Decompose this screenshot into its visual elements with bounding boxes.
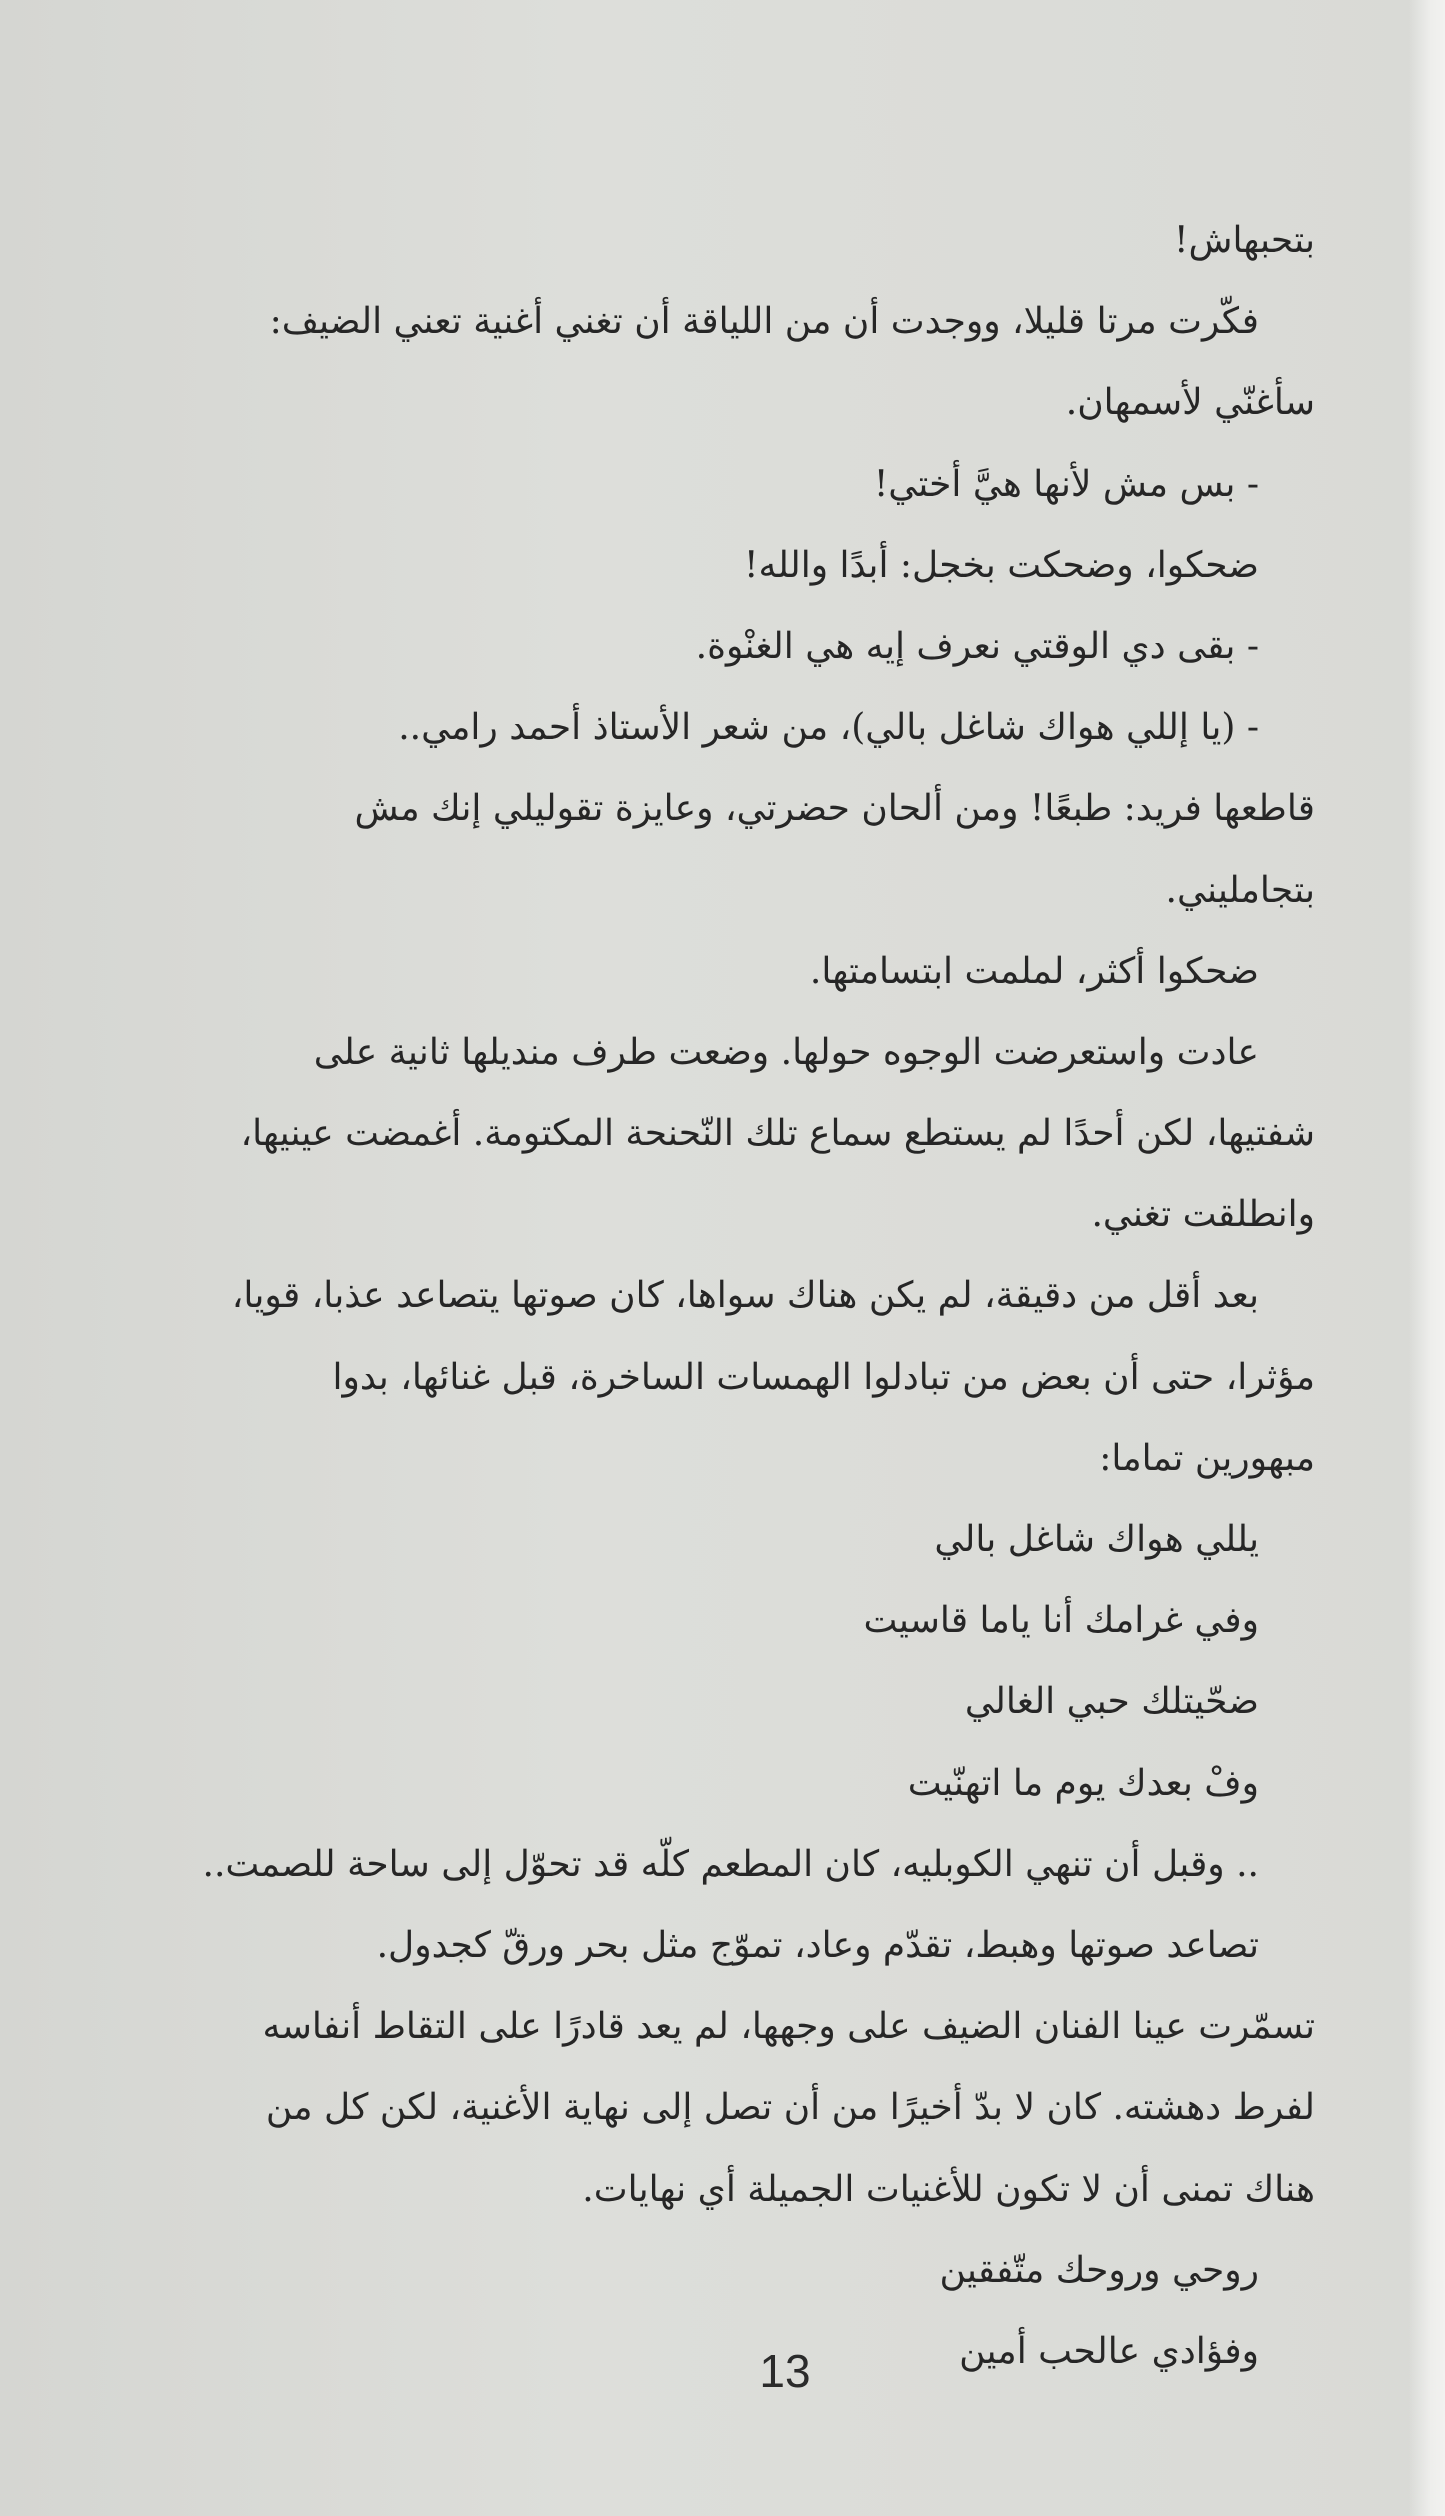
text-line: فكّرت مرتا قليلا، ووجدت أن من اللياقة أن تغني أغنية تعني الضيف: — [269, 301, 1259, 343]
verse-line: ضحّيتلك حبي الغالي — [964, 1681, 1259, 1723]
text-line: سأغنّي لأسمهان. — [1065, 382, 1315, 424]
page-number: 13 — [759, 2345, 811, 2397]
verse-line: وفْ بعدك يوم ما اتهنّيت — [907, 1762, 1259, 1804]
text-line: تسمّرت عينا الفنان الضيف على وجهها، لم يعد قادرًا على التقاط أنفاسه — [262, 2006, 1315, 2048]
text-line: تصاعد صوتها وهبط، تقدّم وعاد، تموّج مثل بحر ورقّ كجدول. — [376, 1924, 1259, 1966]
verse-line: وفؤادي عالحب أمين — [959, 2330, 1259, 2372]
text-line: شفتيها، لكن أحدًا لم يستطع سماع تلك النّحنحة المكتومة. أغمضت عينيها، — [240, 1113, 1315, 1155]
text-line: .. وقبل أن تنهي الكوبليه، كان المطعم كلّه قد تحوّل إلى ساحة للصمت.. — [202, 1843, 1259, 1885]
text-line: لفرط دهشته. كان لا بدّ أخيرًا من أن تصل إلى نهاية الأغنية، لكن كل من — [265, 2087, 1315, 2129]
text-line: عادت واستعرضت الوجوه حولها. وضعت طرف منديلها ثانية على — [313, 1031, 1259, 1073]
dialogue-line: - (يا إللي هواك شاغل بالي)، من شعر الأستاذ أحمد رامي.. — [398, 707, 1259, 749]
text-line: بتجامليني. — [1165, 869, 1315, 911]
text-line: مؤثرا، حتى أن بعض من تبادلوا الهمسات الساخرة، قبل غنائها، بدوا — [332, 1356, 1315, 1398]
text-line: ضحكوا أكثر، لملمت ابتسامتها. — [809, 950, 1259, 992]
dialogue-line: - بس مش لأنها هيَّ أختي! — [873, 463, 1259, 505]
text-line: وانطلقت تغني. — [1091, 1194, 1315, 1236]
text-line: هناك تمنى أن لا تكون للأغنيات الجميلة أي نهايات. — [582, 2168, 1315, 2210]
page-edge — [1409, 0, 1445, 2516]
verse-line: يللي هواك شاغل بالي — [934, 1519, 1259, 1560]
text-line: بتحبهاش! — [1174, 220, 1315, 261]
dialogue-line: - بقى دي الوقتي نعرف إيه هي الغنْوة. — [695, 625, 1259, 667]
text-line: ضحكوا، وضحكت بخجل: أبدًا والله! — [744, 544, 1259, 586]
text-line: مبهورين تماما: — [1099, 1437, 1315, 1479]
verse-line: روحي وروحك متّفقين — [939, 2249, 1259, 2291]
text-line: بعد أقل من دقيقة، لم يكن هناك سواها، كان صوتها يتصاعد عذبا، قويا، — [231, 1275, 1259, 1317]
verse-line: وفي غرامك أنا ياما قاسيت — [863, 1600, 1259, 1642]
text-line: قاطعها فريد: طبعًا! ومن ألحان حضرتي، وعايزة تقوليلي إنك مش — [354, 788, 1315, 830]
body-text — [180, 200, 1315, 2392]
